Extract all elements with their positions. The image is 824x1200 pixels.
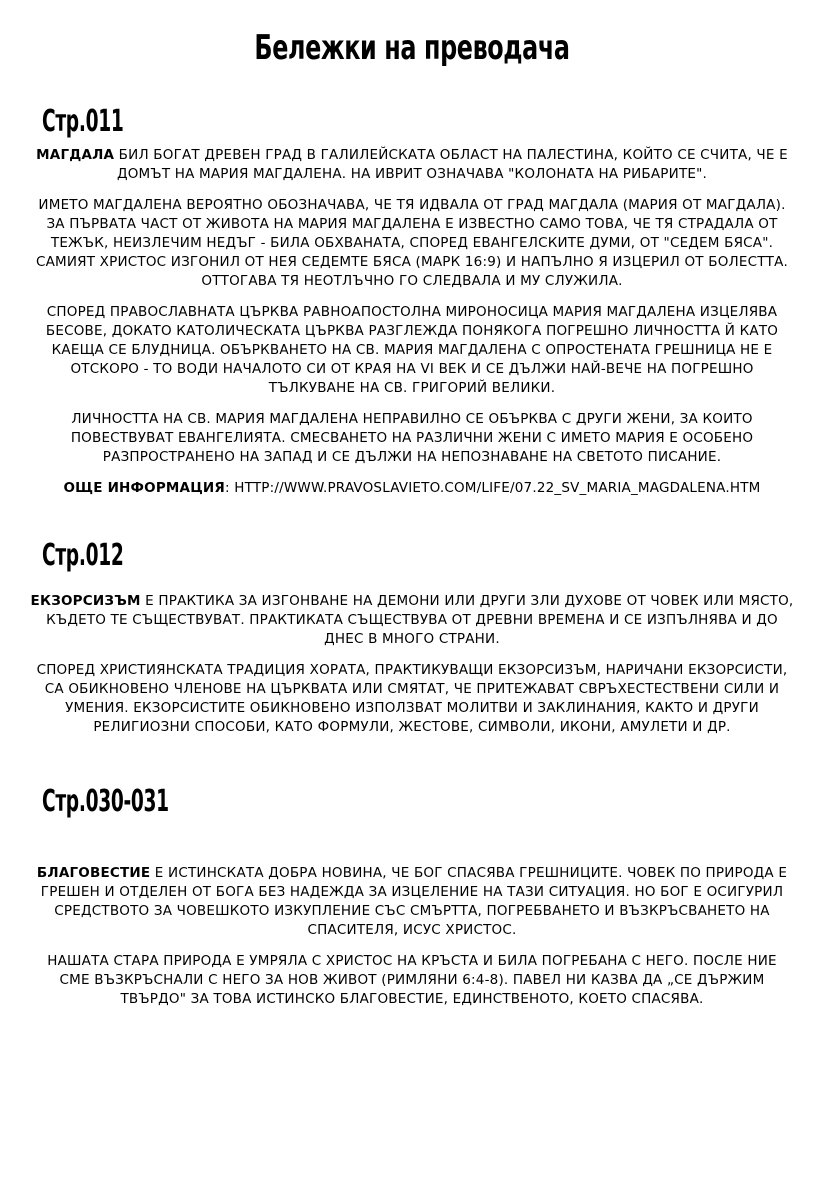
section-heading-030-031: Стр.030-031	[42, 784, 169, 819]
paragraph-text: Е ПРАКТИКА ЗА ИЗГОНВАНЕ НА ДЕМОНИ ИЛИ ДРУГИ ЗЛИ ДУХОВЕ ОТ ЧОВЕК ИЛИ МЯСТО, КЪДЕТО ТЕ СЪЩЕСТВУВАТ. ПРАКТИКАТА СЪЩЕСТВУВА ОТ ДРЕВНИ ВРЕМЕНА И СЕ ИЗПЪЛНЯВА И ДО ДНЕС В МНОГО СТРАНИ.	[46, 593, 794, 647]
section-body-012	[30, 592, 794, 749]
link-text: : HTTP://WWW.PRAVOSLAVIETO.COM/LIFE/07.22_SV_MARIA_MAGDALENA.HTM	[225, 480, 761, 496]
paragraph-text: ЛИЧНОСТТА НА СВ. МАРИЯ МАГДАЛЕНА НЕПРАВИЛНО СЕ ОБЪРКВА С ДРУГИ ЖЕНИ, ЗА КОИТО ПОВЕСТВУВАТ ЕВАНГЕЛИЯТА. СМЕСВАНЕТО НА РАЗЛИЧНИ ЖЕНИ С ИМЕТО МАРИЯ Е ОСОБЕНО РАЗПРОСТРАНЕНО НА ЗАПАД И СЕ ДЪЛЖИ НА НЕПОЗНАВАНЕ НА СВЕТОТО ПИСАНИЕ.	[70, 411, 754, 465]
paragraph-text: СПОРЕД ХРИСТИЯНСКАТА ТРАДИЦИЯ ХОРАТА, ПРАКТИКУВАЩИ ЕКЗОРСИЗЪМ, НАРИЧАНИ ЕКЗОРСИСТИ, СА ОБИКНОВЕНО ЧЛЕНОВЕ НА ЦЪРКВАТА ИЛИ СМЯТАТ, ЧЕ ПРИТЕЖАВАТ СВРЪХЕСТЕСТВЕНИ СИЛИ И УМЕНИЯ. ЕКЗОРСИСТИТЕ ОБИКНОВЕНО ИЗПОЛЗВАТ МОЛИТВИ И ЗАКЛИНАНИЯ, КАКТО И ДРУГИ РЕЛИГИОЗНИ СПОСОБИ, КАТО ФОРМУЛИ, ЖЕСТОВЕ, СИМВОЛИ, ИКОНИ, АМУЛЕТИ И ДР.	[36, 662, 788, 735]
paragraph	[30, 864, 794, 940]
term-gospel: БЛАГОВЕСТИЕ	[36, 865, 151, 881]
paragraph	[30, 592, 794, 649]
section-body-030-031	[30, 864, 794, 1021]
paragraph-text: ИМЕТО МАГДАЛЕНА ВЕРОЯТНО ОБОЗНАЧАВА, ЧЕ ТЯ ИДВАЛА ОТ ГРАД МАГДАЛА (МАРИЯ ОТ МАГДАЛА). ЗА ПЪРВАТА ЧАСТ ОТ ЖИВОТА НА МАРИЯ МАГДАЛЕНА Е ИЗВЕСТНО САМО ТОВА, ЧЕ ТЯ СТРАДАЛА ОТ ТЕЖЪК, НЕИЗЛЕЧИМ НЕДЪГ - БИЛА ОБХВАНАТА, СПОРЕД ЕВАНГЕЛСКИТЕ ДУМИ, ОТ "СЕДЕМ БЯСА". САМИЯТ ХРИСТОС ИЗГОНИЛ ОТ НЕЯ СЕДЕМТЕ БЯСА (МАРК 16:9) И НАПЪЛНО Я ИЗЦЕРИЛ ОТ БОЛЕСТТА. ОТТОГАВА ТЯ НЕОТЛЪЧНО ГО СЛЕДВАЛА И МУ СЛУЖИЛА.	[35, 197, 789, 289]
term-exorcism: ЕКЗОРСИЗЪМ	[30, 593, 141, 609]
paragraph-text: Е ИСТИНСКАТА ДОБРА НОВИНА, ЧЕ БОГ СПАСЯВА ГРЕШНИЦИТЕ. ЧОВЕК ПО ПРИРОДА Е ГРЕШЕН И ОТДЕЛЕН ОТ БОГА БЕЗ НАДЕЖДА ЗА ИЗЦЕЛЕНИЕ НА ТАЗИ СИТУАЦИЯ. НО БОГ Е ОСИГУРИЛ СРЕДСТВОТО ЗА ЧОВЕШКОТО ИЗКУПЛЕНИЕ СЪС СМЪРТТА, ПОГРЕБВАНЕТО И ВЪЗКРЪСВАНЕТО НА СПАСИТЕЛЯ, ИСУС ХРИСТОС.	[40, 865, 788, 938]
paragraph-text: НАШАТА СТАРА ПРИРОДА Е УМРЯЛА С ХРИСТОС НА КРЪСТА И БИЛА ПОГРЕБАНА С НЕГО. ПОСЛЕ НИЕ СМЕ ВЪЗКРЪСНАЛИ С НЕГО ЗА НОВ ЖИВОТ (РИМЛЯНИ 6:4-8). ПАВЕЛ НИ КАЗВА ДА „СЕ ДЪРЖИМ ТВЪРДО" ЗА ТОВА ИСТИНСКО БЛАГОВЕСТИЕ, ЕДИНСТВЕНОТО, КОЕТО СПАСЯВА.	[47, 953, 777, 1007]
term-more-info: ОЩЕ ИНФОРМАЦИЯ	[63, 480, 226, 496]
paragraph	[30, 410, 794, 467]
section-heading-012: Стр.012	[42, 538, 124, 573]
paragraph-text: СПОРЕД ПРАВОСЛАВНАТА ЦЪРКВА РАВНОАПОСТОЛНА МИРОНОСИЦА МАРИЯ МАГДАЛЕНА ИЗЦЕЛЯВА БЕСОВЕ, ДОКАТО КАТОЛИЧЕСКАТА ЦЪРКВА РАЗГЛЕЖДА ПОНЯКОГА ПОГРЕШНО ЛИЧНОСТТА Й КАТО КАЕЩА СЕ БЛУДНИЦА. ОБЪРКВАНЕТО НА СВ. МАРИЯ МАГДАЛЕНА С ОПРОСТЕНАТА ГРЕШНИЦА НЕ Е ОТСКОРО - ТО ВОДИ НАЧАЛОТО СИ ОТ КРАЯ НА VI ВЕК И СЕ ДЪЛЖИ НАЙ-ВЕЧЕ НА ПОГРЕШНО ТЪЛКУВАНЕ НА СВ. ГРИГОРИЙ ВЕЛИКИ.	[45, 304, 779, 396]
paragraph	[30, 303, 794, 398]
paragraph	[30, 661, 794, 737]
paragraph-text: БИЛ БОГАТ ДРЕВЕН ГРАД В ГАЛИЛЕЙСКАТА ОБЛАСТ НА ПАЛЕСТИНА, КОЙТО СЕ СЧИТА, ЧЕ Е ДОМЪТ НА МАРИЯ МАГДАЛЕНА. НА ИВРИТ ОЗНАЧАВА "КОЛОНАТА НА РИБАРИТЕ".	[114, 147, 788, 182]
section-body-011	[30, 146, 794, 510]
paragraph	[30, 146, 794, 184]
paragraph	[30, 196, 794, 291]
paragraph	[30, 952, 794, 1009]
page-title: Бележки на преводача	[254, 28, 570, 68]
term-magdala: МАГДАЛА	[36, 147, 115, 163]
section-heading-011: Стр.011	[42, 104, 124, 139]
paragraph	[30, 479, 794, 498]
